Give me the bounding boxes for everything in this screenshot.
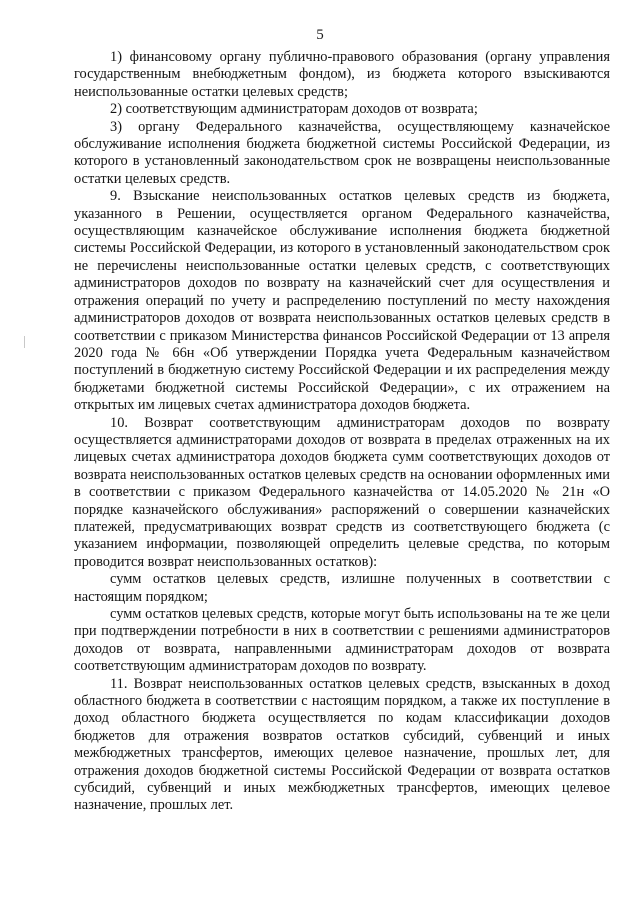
paragraph-clause-11: 11. Возврат неиспользованных остатков целевых средств, взысканных в доход областного бюджета в соответствии с настоящим порядком, а также их поступление в доход областного бюджета осуществляется по кодам классификации доходов бюджетов для отражения возвратов остатков субсидий, субвенций и иных межбюджетных трансфертов, имеющих целевое назначение, прошлых лет, для отражения доходов бюджетной системы Российской Федерации от возврата остатков субсидий, субвенций и иных межбюджетных трансфертов, имеющих целевое назначение, прошлых лет.: [74, 675, 610, 814]
paragraph-clause-10-sub-1: сумм остатков целевых средств, излишне полученных в соответствии с настоящим порядком;: [74, 571, 610, 605]
document-body: [74, 49, 610, 815]
paragraph-item-2: 2) соответствующим администраторам доходов от возврата;: [110, 101, 478, 118]
paragraph-item-3: 3) органу Федерального казначейства, осуществляющему казначейское обслуживание исполнения бюджета бюджетной системы Российской Федерации, из которого в установленный законодательством срок не возвращены неиспользованные остатки целевых средств.: [74, 118, 610, 187]
paragraph-clause-10: 10. Возврат соответствующим администраторам доходов по возврату осуществляется администраторами доходов от возврата в пределах отраженных на их лицевых счетах администратора доходов бюджета сумм соответствующих доходов от возврата неиспользованных остатков целевых средств на основании оформленных ими в соответствии с приказом Федерального казначейства от 14.05.2020 № 21н «О порядке казначейского обслуживания» распоряжений о совершении казначейских платежей, предусматривающих возврат средств из соответствующего бюджета (с указанием информации, позволяющей определить целевые средства, по которым проводится возврат неиспользованных остатков):: [74, 414, 610, 570]
paragraph-clause-10-sub-2: сумм остатков целевых средств, которые могут быть использованы на те же цели при подтверждении потребности в них в соответствии с решениями администраторов доходов от возврата, направленными администраторам доходов от возврата соответствующим администраторам доходов по возврату.: [74, 606, 610, 675]
paragraph-clause-9: 9. Взыскание неиспользованных остатков целевых средств из бюджета, указанного в Решении, осуществляется органом Федерального казначейства, осуществляющим казначейское обслуживание исполнения бюджета бюджетной системы Российской Федерации, из которого в установленный законодательством срок не перечислены неиспользованные остатки целевых средств, с соответствующих администраторов доходов по возврату на казначейский счет для осуществления и отражения операций по учету и распределению поступлений по месту нахождения администраторов доходов от возврата неиспользованных остатков целевых средств в соответствии с приказом Министерства финансов Российской Федерации от 13 апреля 2020 года № 66н «Об утверждении Порядка учета Федеральным казначейством поступлений в бюджетную систему Российской Федерации и их распределения между бюджетами бюджетной системы Российской Федерации», с их отражением на открытых им лицевых счетах администратора доходов бюджета.: [74, 188, 610, 414]
page-number: 5: [316, 27, 324, 43]
paragraph-item-1: 1) финансовому органу публично-правового образования (органу управления государственным внебюджетным фондом), из бюджета которого взыскиваются неиспользованные остатки целевых средств;: [74, 49, 610, 100]
scan-artifact: [24, 336, 25, 348]
